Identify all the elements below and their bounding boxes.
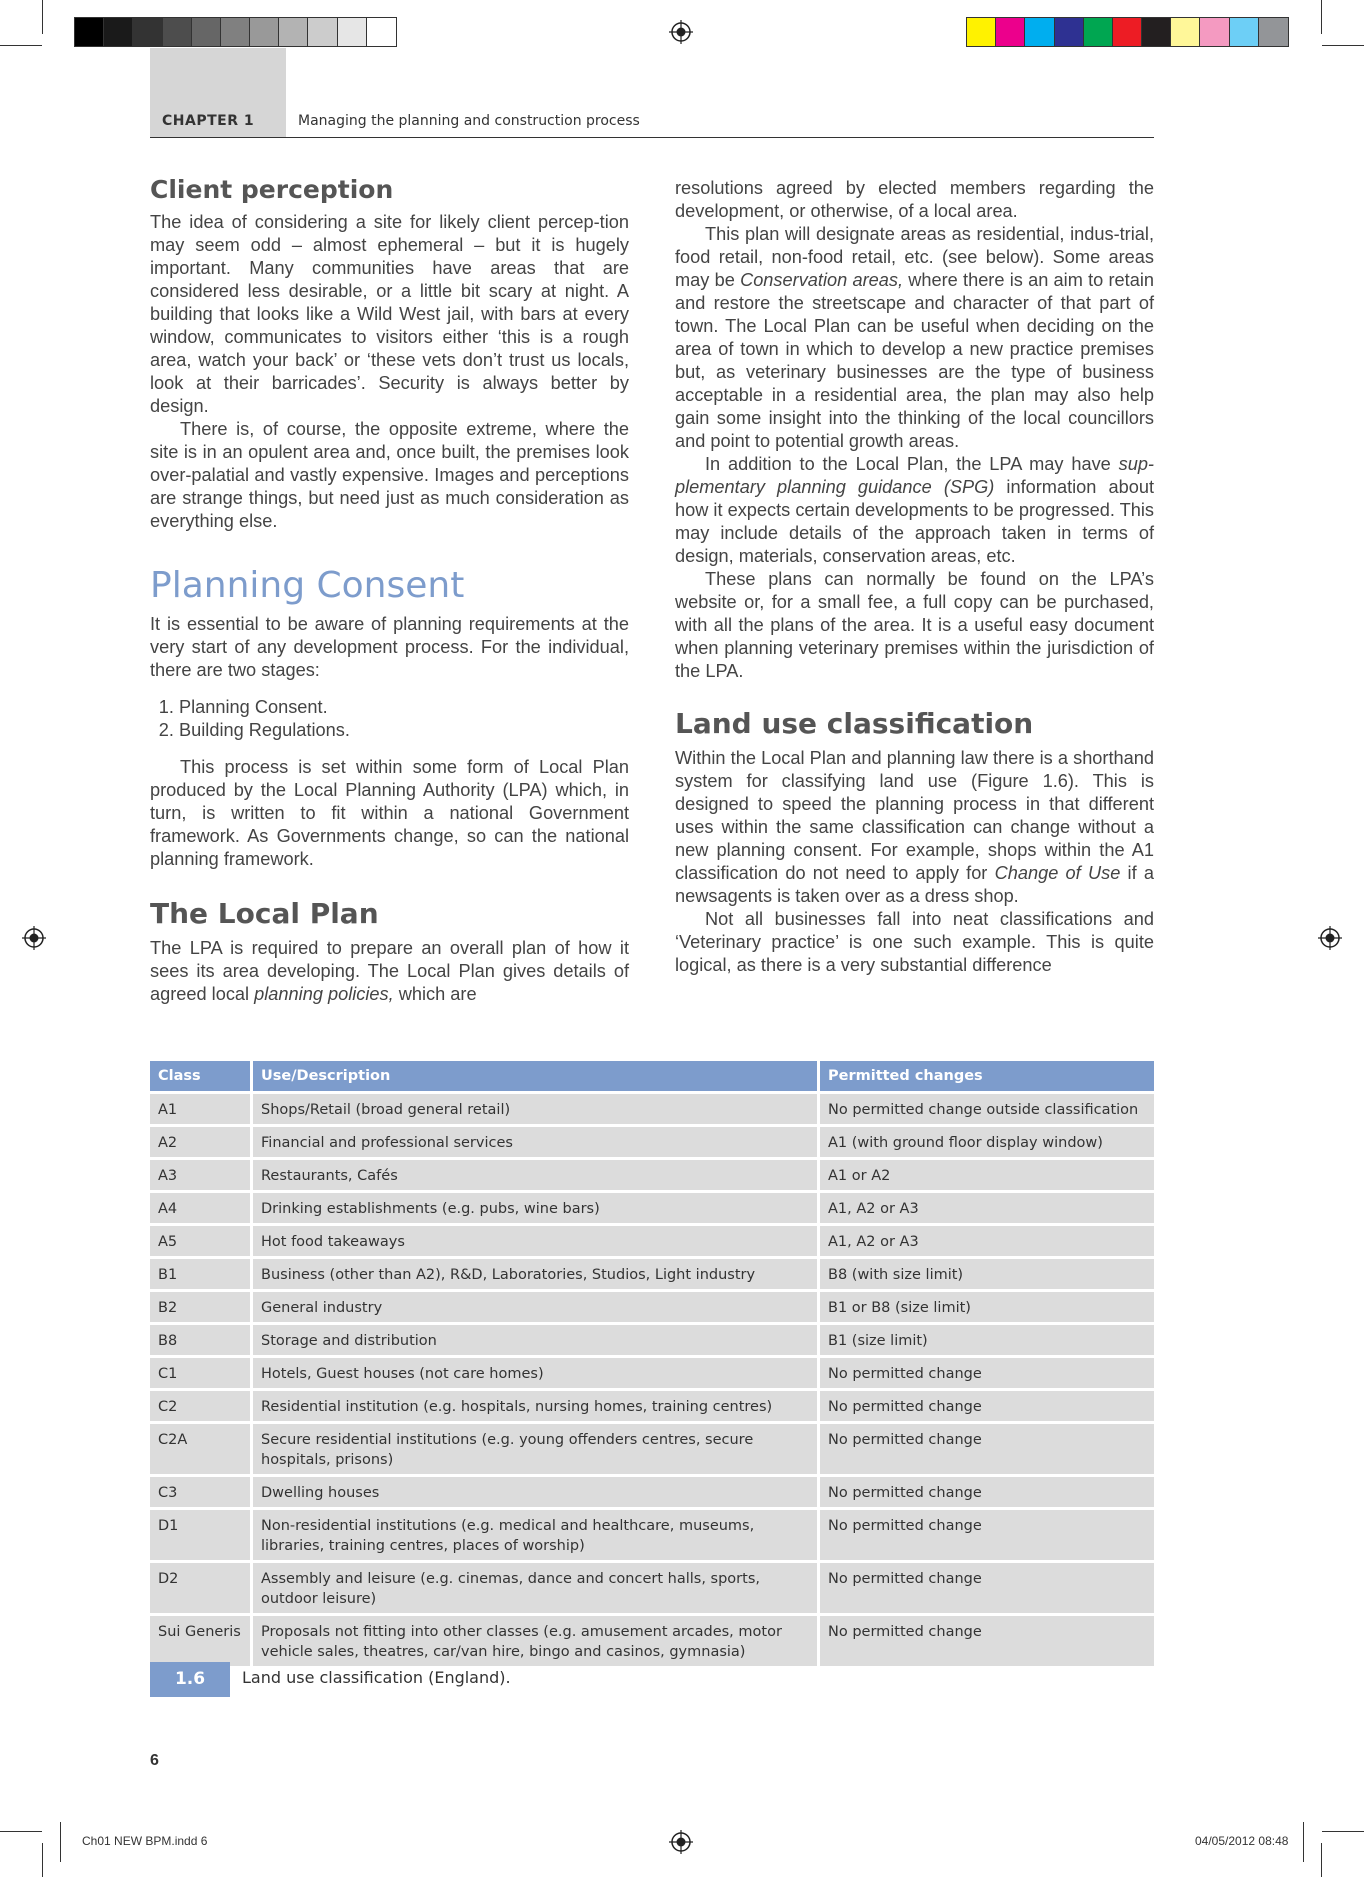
description-cell: Business (other than A2), R&D, Laboratories, Studios, Light industry	[252, 1258, 819, 1291]
color-swatch	[1025, 18, 1054, 46]
color-swatch	[1142, 18, 1171, 46]
gray-color-bar	[74, 17, 397, 47]
chapter-title: Managing the planning and construction process	[298, 113, 640, 129]
table-row	[150, 1192, 1154, 1225]
paragraph: The LPA is required to prepare an overall plan of how it sees its area developing. The Local Plan gives details of agreed local planning policies, which are	[150, 938, 629, 1004]
list-item: 2. Building Regulations.	[179, 719, 629, 742]
color-swatch	[367, 18, 396, 46]
color-swatch	[133, 18, 162, 46]
planning-consent-heading: Planning Consent	[150, 565, 465, 606]
registration-mark-icon	[669, 20, 693, 44]
description-cell: Storage and distribution	[252, 1324, 819, 1357]
chapter-label: CHAPTER 1	[162, 113, 255, 129]
table-row	[150, 1126, 1154, 1159]
color-swatch	[967, 18, 996, 46]
color-swatch	[279, 18, 308, 46]
color-swatch	[163, 18, 192, 46]
description-cell: Restaurants, Cafés	[252, 1159, 819, 1192]
class-cell: D2	[150, 1562, 252, 1615]
process-color-bar	[966, 17, 1289, 47]
color-swatch	[1259, 18, 1288, 46]
table-row	[150, 1509, 1154, 1562]
crop-mark	[0, 1831, 42, 1832]
page-number: 6	[150, 1752, 159, 1769]
right-column	[675, 177, 1154, 977]
left-column	[150, 173, 629, 1006]
description-cell: Drinking establishments (e.g. pubs, wine bars)	[252, 1192, 819, 1225]
table-row	[150, 1291, 1154, 1324]
stages-list	[150, 696, 629, 742]
permitted-changes-cell: A1 (with ground floor display window)	[819, 1126, 1155, 1159]
paragraph: The idea of considering a site for likely client percep-tion may seem odd – almost ephemeral – but it is hugely important. Many communities have areas that are considered less desirable, or a little bit scary at night. A building that looks like a Wild West jail, with bars at every window, communicates to visitors either ‘this is a rough area, watch your back’ or ‘these vets don’t trust us locals, look at their barricades’. Security is always better by design.	[150, 212, 629, 416]
crop-mark	[1322, 45, 1364, 46]
paragraph: Not all businesses fall into neat classifications and ‘Veterinary practice’ is one such example. This is quite logical, as there is a very substantial difference	[675, 909, 1154, 975]
table-row	[150, 1562, 1154, 1615]
description-cell: Dwelling houses	[252, 1476, 819, 1509]
color-swatch	[338, 18, 367, 46]
paragraph: These plans can normally be found on the LPA’s website or, for a small fee, a full copy can be purchased, with all the plans of the area. It is a useful easy document when planning veterinary premises within the jurisdiction of the LPA.	[675, 569, 1154, 681]
table-row	[150, 1423, 1154, 1476]
class-cell: B2	[150, 1291, 252, 1324]
description-cell: Secure residential institutions (e.g. young offenders centres, secure hospitals, prisons)	[252, 1423, 819, 1476]
permitted-changes-cell: No permitted change	[819, 1476, 1155, 1509]
land-use-heading: Land use classification	[675, 707, 1034, 740]
description-cell: Shops/Retail (broad general retail)	[252, 1093, 819, 1126]
color-swatch	[1055, 18, 1084, 46]
color-swatch	[1200, 18, 1229, 46]
column-header: Class	[150, 1061, 252, 1093]
class-cell: A5	[150, 1225, 252, 1258]
permitted-changes-cell: No permitted change	[819, 1509, 1155, 1562]
color-swatch	[1113, 18, 1142, 46]
paragraph: In addition to the Local Plan, the LPA may have sup-plementary planning guidance (SPG) information about how it expects certain developments to be progressed. This may include details of the approach taken in terms of design, materials, conservation areas, etc.	[675, 454, 1154, 566]
class-cell: B1	[150, 1258, 252, 1291]
permitted-changes-cell: No permitted change outside classification	[819, 1093, 1155, 1126]
registration-mark-icon	[669, 1830, 693, 1854]
registration-mark-icon	[1318, 926, 1342, 950]
class-cell: Sui Generis	[150, 1615, 252, 1668]
color-swatch	[1084, 18, 1113, 46]
class-cell: A3	[150, 1159, 252, 1192]
table-header-row	[150, 1061, 1154, 1093]
client-perception-heading: Client perception	[150, 175, 394, 204]
registration-mark-icon	[22, 926, 46, 950]
permitted-changes-cell: No permitted change	[819, 1390, 1155, 1423]
paragraph: This plan will designate areas as residential, indus-trial, food retail, non-food retail, etc. (see below). Some areas may be Conservation areas, where there is an aim to retain and restore the streetscape and character of that part of town. The Local Plan can be useful when deciding on the area of town in which to develop a new practice premises but, as veterinary businesses are the type of business acceptable in a residential area, the plan may also help gain some insight into the thinking of the local councillors and point to potential growth areas.	[675, 224, 1154, 451]
table-row	[150, 1258, 1154, 1291]
class-cell: A4	[150, 1192, 252, 1225]
header-rule	[150, 137, 1154, 138]
paragraph: resolutions agreed by elected members regarding the development, or otherwise, of a local area.	[675, 178, 1154, 221]
permitted-changes-cell: No permitted change	[819, 1562, 1155, 1615]
column-header: Use/Description	[252, 1061, 819, 1093]
table-row	[150, 1093, 1154, 1126]
paragraph: There is, of course, the opposite extreme, where the site is in an opulent area and, once built, the premises look over-palatial and vastly expensive. Images and perceptions are strange things, but need just as much consideration as everything else.	[150, 419, 629, 531]
column-header: Permitted changes	[819, 1061, 1155, 1093]
table-row	[150, 1324, 1154, 1357]
slug-date: 04/05/2012 08:48	[1195, 1834, 1289, 1848]
color-swatch	[221, 18, 250, 46]
crop-mark	[0, 45, 42, 46]
crop-mark	[42, 0, 43, 34]
table-row	[150, 1225, 1154, 1258]
crop-mark	[1321, 1843, 1322, 1877]
table-row	[150, 1615, 1154, 1668]
paragraph: It is essential to be aware of planning requirements at the very start of any development process. For the individual, there are two stages:	[150, 614, 629, 680]
class-cell: A1	[150, 1093, 252, 1126]
permitted-changes-cell: A1 or A2	[819, 1159, 1155, 1192]
paragraph: Within the Local Plan and planning law there is a shorthand system for classifying land use (Figure 1.6). This is designed to speed the planning process in that different uses within the same classification can change without a new planning consent. For example, shops within the A1 classification do not need to apply for Change of Use if a newsagents is taken over as a dress shop.	[675, 748, 1154, 906]
color-swatch	[1230, 18, 1259, 46]
description-cell: Hot food takeaways	[252, 1225, 819, 1258]
crop-mark	[1321, 0, 1322, 34]
color-swatch	[308, 18, 337, 46]
description-cell: Residential institution (e.g. hospitals, nursing homes, training centres)	[252, 1390, 819, 1423]
class-cell: C2A	[150, 1423, 252, 1476]
figure-number-badge: 1.6	[150, 1662, 230, 1697]
description-cell: Non-residential institutions (e.g. medical and healthcare, museums, libraries, training centres, places of worship)	[252, 1509, 819, 1562]
description-cell: Proposals not fitting into other classes (e.g. amusement arcades, motor vehicle sales, theatres, car/van hire, bingo and casinos, gymnasia)	[252, 1615, 819, 1668]
crop-mark	[1322, 1831, 1364, 1832]
color-swatch	[192, 18, 221, 46]
color-swatch	[104, 18, 133, 46]
crop-mark	[1303, 1822, 1304, 1862]
permitted-changes-cell: No permitted change	[819, 1615, 1155, 1668]
crop-mark	[60, 1822, 61, 1862]
color-swatch	[1171, 18, 1200, 46]
figure-caption: Land use classification (England).	[242, 1668, 511, 1687]
list-item: 1. Planning Consent.	[179, 696, 629, 719]
permitted-changes-cell: B8 (with size limit)	[819, 1258, 1155, 1291]
description-cell: Financial and professional services	[252, 1126, 819, 1159]
class-cell: D1	[150, 1509, 252, 1562]
permitted-changes-cell: B1 or B8 (size limit)	[819, 1291, 1155, 1324]
description-cell: Hotels, Guest houses (not care homes)	[252, 1357, 819, 1390]
crop-mark	[42, 1843, 43, 1877]
table-row	[150, 1159, 1154, 1192]
permitted-changes-cell: No permitted change	[819, 1357, 1155, 1390]
slug-file-name: Ch01 NEW BPM.indd 6	[82, 1834, 208, 1848]
class-cell: A2	[150, 1126, 252, 1159]
local-plan-heading: The Local Plan	[150, 897, 379, 930]
permitted-changes-cell: B1 (size limit)	[819, 1324, 1155, 1357]
color-swatch	[75, 18, 104, 46]
paragraph: This process is set within some form of Local Plan produced by the Local Planning Authority (LPA) which, in turn, is written to fit within a national Government framework. As Governments change, so can the national planning framework.	[150, 757, 629, 869]
class-cell: C3	[150, 1476, 252, 1509]
table-row	[150, 1390, 1154, 1423]
class-cell: B8	[150, 1324, 252, 1357]
table-row	[150, 1357, 1154, 1390]
land-use-table	[150, 1061, 1154, 1669]
permitted-changes-cell: No permitted change	[819, 1423, 1155, 1476]
color-swatch	[996, 18, 1025, 46]
color-swatch	[250, 18, 279, 46]
description-cell: Assembly and leisure (e.g. cinemas, dance and concert halls, sports, outdoor leisure)	[252, 1562, 819, 1615]
permitted-changes-cell: A1, A2 or A3	[819, 1192, 1155, 1225]
table-row	[150, 1476, 1154, 1509]
class-cell: C2	[150, 1390, 252, 1423]
description-cell: General industry	[252, 1291, 819, 1324]
permitted-changes-cell: A1, A2 or A3	[819, 1225, 1155, 1258]
class-cell: C1	[150, 1357, 252, 1390]
